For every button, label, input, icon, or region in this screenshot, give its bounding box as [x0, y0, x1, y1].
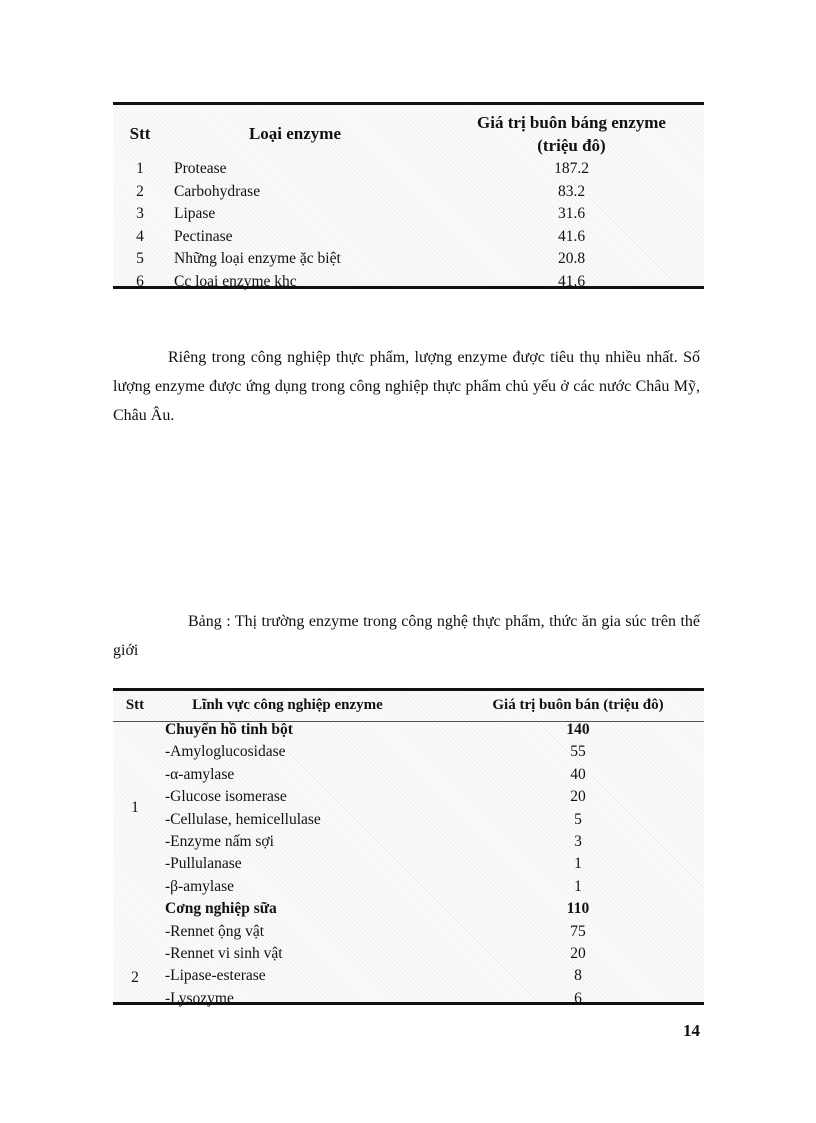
- row-stt: 5: [136, 250, 144, 267]
- row-value: 20: [570, 788, 586, 806]
- table-header: [113, 691, 704, 722]
- table-row: [113, 249, 704, 272]
- row-field: -Enzyme nấm sợi: [165, 832, 274, 850]
- header-field: Lĩnh vực công nghiệp enzyme: [192, 697, 383, 713]
- table-row: [113, 159, 704, 182]
- row-field: -Rennet vi sinh vật: [165, 944, 283, 962]
- row-value: 75: [570, 922, 586, 940]
- row-stt: 3: [136, 205, 144, 222]
- row-value: 6: [574, 989, 582, 1007]
- enzyme-sales-table: [113, 102, 704, 289]
- row-enzyme: Protease: [174, 160, 227, 177]
- table-row-group-heading: [113, 898, 704, 920]
- table-row: [113, 741, 704, 763]
- table-row: [113, 876, 704, 898]
- table-row: [113, 204, 704, 227]
- header-value: [463, 111, 680, 157]
- group-stt: 2: [131, 969, 139, 986]
- row-value: 1: [574, 855, 582, 873]
- row-field: -β-amylase: [165, 877, 234, 895]
- row-enzyme: Cc loại enzyme khc: [174, 272, 297, 290]
- table-row: [113, 272, 704, 295]
- page-number: 14: [683, 1021, 700, 1040]
- table-body: [113, 719, 704, 1010]
- table-row: [113, 965, 704, 987]
- row-value: 140: [566, 721, 590, 738]
- row-value: 55: [570, 743, 586, 761]
- row-field: -Glucose isomerase: [165, 788, 287, 806]
- row-value: 20: [570, 944, 586, 962]
- table-caption: Bảng : Thị trường enzyme trong công nghệ thực phẩm, thức ăn gia súc trên thế giới: [113, 613, 700, 659]
- table-row: [113, 943, 704, 965]
- table-row: [113, 853, 704, 875]
- row-value: 41.6: [557, 227, 586, 245]
- row-value: 41.6: [557, 272, 586, 290]
- row-value: 187.2: [554, 160, 589, 177]
- table-row: [113, 988, 704, 1010]
- row-stt: 2: [136, 182, 144, 200]
- row-enzyme: Pectinase: [174, 227, 233, 245]
- table-body: [113, 159, 704, 294]
- row-value: 5: [574, 810, 582, 828]
- group-stt: 1: [131, 799, 139, 816]
- row-stt: 4: [136, 227, 144, 245]
- row-enzyme: Lipase: [174, 205, 216, 222]
- row-value: 8: [574, 967, 582, 985]
- row-enzyme: Những loại enzyme ặc biệt: [174, 250, 341, 267]
- table-row: [113, 764, 704, 786]
- table-header: [113, 105, 704, 161]
- row-field: -Lysozyme: [165, 989, 234, 1007]
- row-value: 3: [574, 832, 582, 850]
- row-stt: 1: [136, 160, 144, 177]
- table-row: [113, 809, 704, 831]
- row-field: -Pullulanase: [165, 855, 242, 873]
- row-field: -Rennet ộng vật: [165, 922, 265, 940]
- table-row: [113, 227, 704, 250]
- header-stt: Stt: [129, 124, 151, 143]
- table-row: [113, 921, 704, 943]
- header-value-line1: Giá trị buôn báng enzyme: [477, 113, 666, 132]
- header-value-line2: (triệu đô): [537, 136, 606, 155]
- row-field: -Lipase-esterase: [165, 967, 266, 985]
- table-row-group-heading: [113, 719, 704, 741]
- row-stt: 6: [136, 272, 144, 290]
- header-enzyme-type: Loại enzyme: [248, 124, 342, 143]
- row-field: -α-amylase: [165, 765, 235, 783]
- row-value: 31.6: [557, 205, 586, 222]
- table-row: [113, 786, 704, 808]
- row-field: -Cellulase, hemicellulase: [165, 810, 321, 828]
- body-paragraph: Riêng trong công nghiệp thực phẩm, lượng enzyme được tiêu thụ nhiều nhất. Số lượng enzyme được ứng dụng trong công nghiệp thực phẩm chủ yếu ở các nước Châu Mỹ, Châu Âu.: [113, 349, 700, 424]
- table-row: [113, 182, 704, 205]
- row-field: -Amyloglucosidase: [165, 743, 286, 761]
- row-enzyme: Carbohydrase: [174, 182, 261, 200]
- row-value: 1: [574, 877, 582, 895]
- row-field: Cơng nghiệp sữa: [165, 900, 277, 918]
- row-value: 40: [570, 765, 586, 783]
- row-field: Chuyển hồ tinh bột: [165, 721, 293, 738]
- header-value: Giá trị buôn bán (triệu đô): [492, 697, 664, 713]
- header-stt: Stt: [125, 697, 145, 713]
- row-value: 110: [566, 900, 590, 918]
- table-row: [113, 831, 704, 853]
- food-industry-enzyme-table: [113, 688, 704, 1005]
- row-value: 20.8: [557, 250, 586, 267]
- row-value: 83.2: [557, 182, 586, 200]
